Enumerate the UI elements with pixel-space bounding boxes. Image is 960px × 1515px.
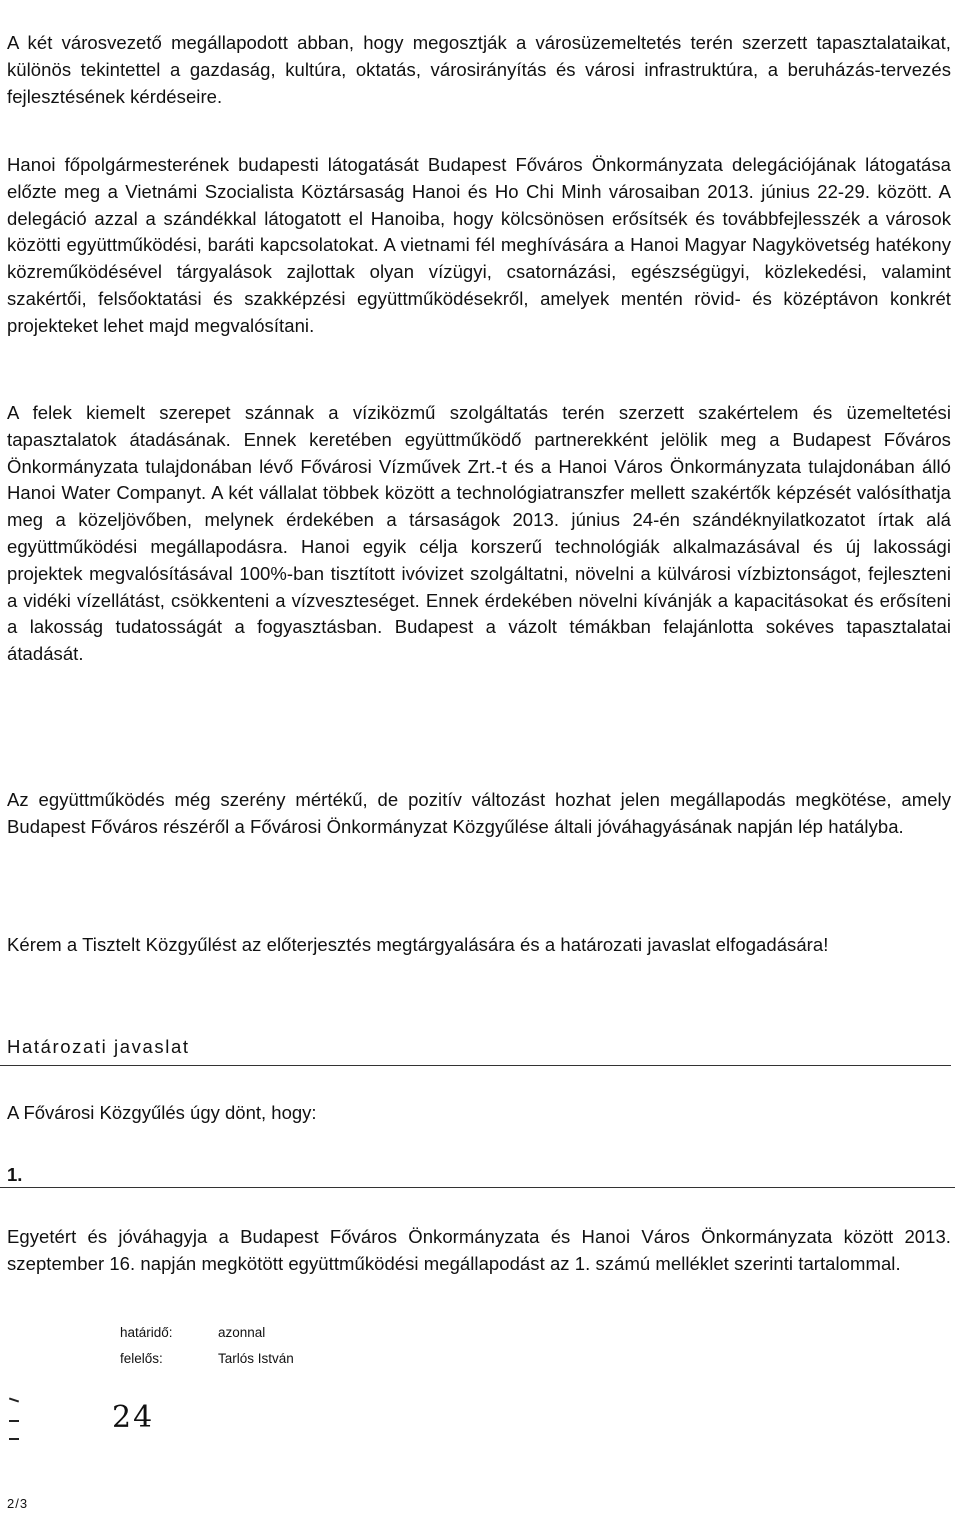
responsible-value: Tarlós István — [218, 1351, 294, 1366]
margin-mark — [9, 1398, 19, 1403]
deadline-label: határidő: — [120, 1325, 173, 1340]
paragraph-1: A két városvezető megállapodott abban, hogy megosztják a városüzemeltetés terén szerzett tapasztalataikat, különös tekintettel a gazdaság, kultúra, oktatás, városirányítás és városi infrastruktúra, a beruházás-tervezés fejlesztésének kérdéseire. — [7, 32, 951, 107]
resolution-item-number: 1. — [7, 1164, 23, 1185]
paragraph-5: Kérem a Tisztelt Közgyűlést az előterjesztés megtárgyalására és a határozati javaslat elfogadására! — [7, 934, 829, 955]
deadline-value: azonnal — [218, 1325, 266, 1340]
paragraph-2: Hanoi főpolgármesterének budapesti látogatását Budapest Főváros Önkormányzata delegációjának látogatása előzte meg a Vietnámi Szocialista Köztársaság Hanoi és Ho Chi Minh városaiban 2013. június 22-29. között. A delegáció azzal a szándékkal látogatott el Hanoiba, hogy kölcsönösen erősítsék és továbbfejlesszék a városok közötti együttműködési, baráti kapcsolatokat. A vietnami fél meghívására a Hanoi Magyar Nagykövetség hatékony közreműködésével tárgyalások zajlottak olyan vízügyi, csatornázási, egészségügyi, közlekedési, valamint szakértői, felsőoktatási és szakképzési együttműködésekről, amelyek mentén rövid- és középtávon konkrét projekteket lehet majd megvalósítani. — [7, 154, 951, 336]
resolution-intro: A Fővárosi Közgyűlés úgy dönt, hogy: — [7, 1102, 317, 1123]
paragraph-4: Az együttműködés még szerény mértékű, de pozitív változást hozhat jelen megállapodás megkötése, amely Budapest Főváros részéről a Fővárosi Önkormányzat Közgyűlése általi jóváhagyásának napján lép hatályba. — [7, 789, 951, 837]
page-number: 2/3 — [7, 1496, 29, 1511]
paragraph-3: A felek kiemelt szerepet szánnak a víziközmű szolgáltatás terén szerzett szakértelem és üzemeltetési tapasztalatok átadásának. Ennek keretében együttműködő partnerekként jelölik meg a Budapest Főváros Önkormányzata tulajdonában lévő Fővárosi Vízművek Zrt.-t és a Hanoi Város Önkormányzata tulajdonában álló Hanoi Water Companyt. A két vállalat többek között a technológiatranszfer mellett szakértők képzését valósíthatja meg a közeljövőben, melynek érdekében a társaságok 2013. június 24-én szándéknyilatkozatot írtak alá együttműködési megállapodásra. Hanoi egyik célja korszerű technológiák alkalmazásával és új lakossági projektek megvalósításával 100%-ban tisztított ivóvizet szolgáltatni, növelni a külvárosi vízbiztonságot, fejleszteni a vidéki vízellátást, csökkenteni a vízveszteséget. Ennek érdekében növelni kívánják a kapacitásokat és erősíteni a lakosság tudatosságát a fogyasztásban. Budapest a vázolt témákban felajánlotta sokéves tapasztalatai átadását. — [7, 402, 951, 665]
resolution-heading: Határozati javaslat — [7, 1036, 190, 1057]
resolution-item-text: Egyetért és jóváhagyja a Budapest Főváros Önkormányzata és Hanoi Város Önkormányzata között 2013. szeptember 16. napján megkötött együttműködési megállapodást az 1. számú melléklet szerinti tartalommal. — [7, 1226, 951, 1274]
responsible-label: felelős: — [120, 1351, 163, 1366]
item-divider — [0, 1187, 955, 1188]
margin-mark — [9, 1438, 19, 1440]
margin-mark — [9, 1420, 19, 1422]
page-stamp-number: 24 — [112, 1400, 155, 1435]
heading-divider — [0, 1065, 951, 1066]
